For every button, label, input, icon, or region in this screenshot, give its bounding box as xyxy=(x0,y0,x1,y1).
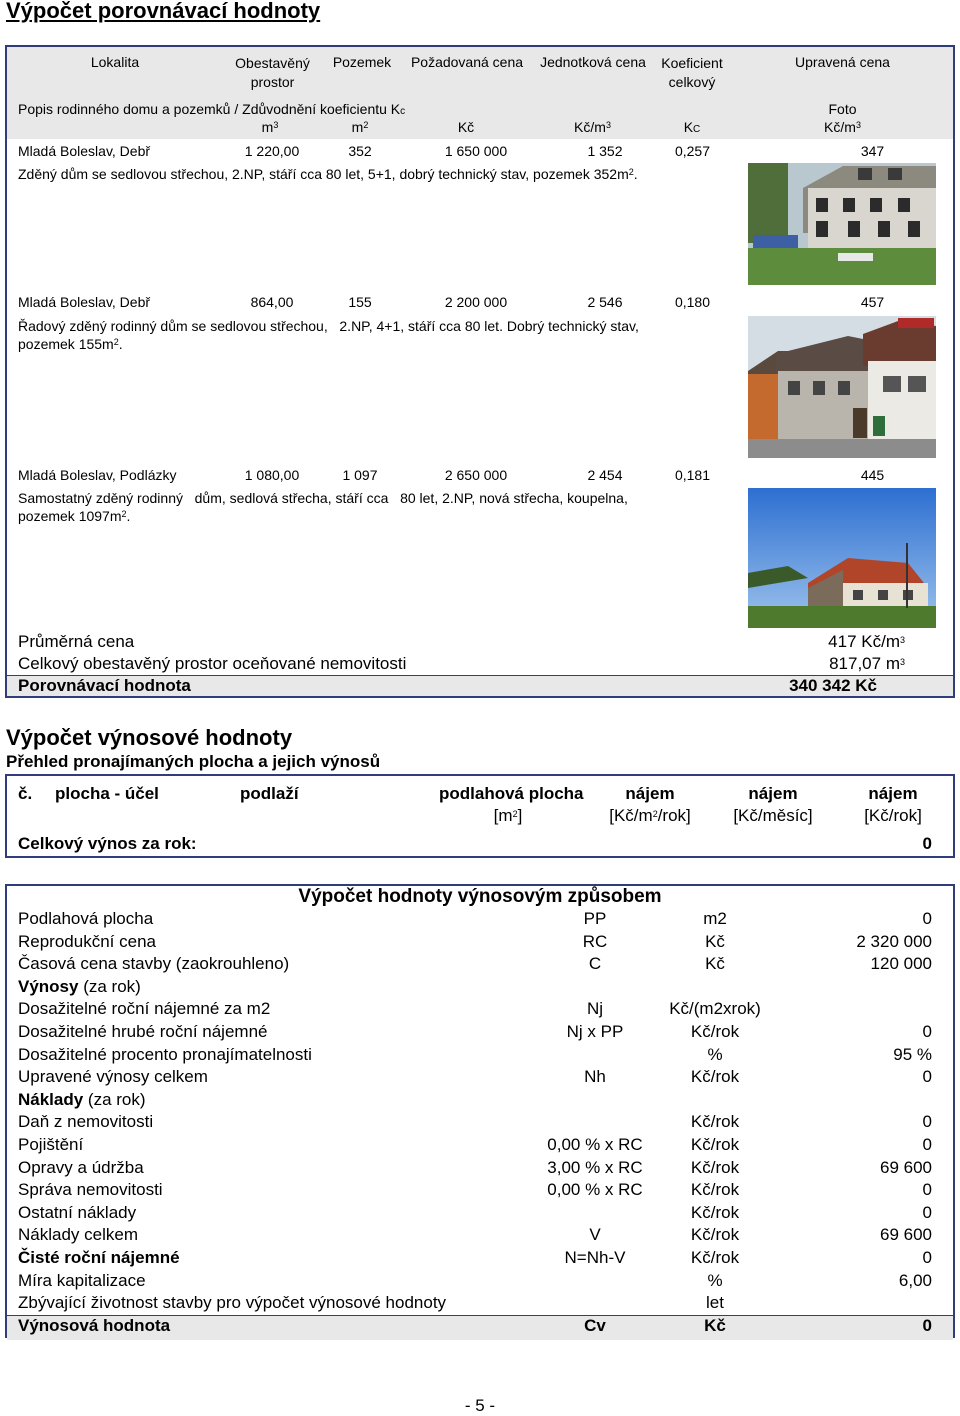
header-upravena: Upravená cena xyxy=(795,54,890,70)
row2-popis-line1: Řadový zděný rodinný dům se sedlovou střechou, 2.NP, 4+1, stáří cca 80 let. Dobrý technický stav, xyxy=(18,318,639,334)
calc-row-value: 0 xyxy=(922,1135,932,1154)
header-jednotkova: Jednotková cena xyxy=(540,54,646,70)
calc-row-value: 69 600 xyxy=(880,1225,932,1244)
row1-koeficient: 0,257 xyxy=(674,143,711,159)
header-koeficient: Koeficient celkový xyxy=(661,55,723,90)
calc-row-unit: Kč/rok xyxy=(690,1248,740,1267)
calc-row-unit: Kč/rok xyxy=(690,1203,740,1222)
income-total-value: 0 xyxy=(922,834,932,853)
income-header-najem2-unit: [Kč/měsíc] xyxy=(733,806,813,825)
calc-title: Výpočet hodnoty výnosovým způsobem xyxy=(298,886,662,907)
summary-prumerna-value: 417 $Kč/m^3$ xyxy=(828,632,905,651)
calc-row-value: 95 % xyxy=(893,1045,932,1064)
calc-row-unit: Kč/rok xyxy=(690,1225,740,1244)
calc-row-formula: Cv xyxy=(584,1316,606,1335)
unit-kc: Kč xyxy=(457,119,475,135)
calc-row-unit: Kč/rok xyxy=(690,1180,740,1199)
summary-prumerna-label: Průměrná cena xyxy=(18,632,135,651)
calc-row-formula: Nj x PP xyxy=(566,1022,624,1041)
row1-upravena: 347 xyxy=(860,143,885,159)
calc-row-value: 0 xyxy=(922,1180,932,1199)
row2-koeficient: 0,180 xyxy=(674,294,711,310)
row1-cena: 1 650 000 xyxy=(444,143,508,159)
row2-popis-line2: pozemek $155m^2$. xyxy=(18,336,123,352)
row2-jednotkova: 2 546 xyxy=(587,294,623,310)
row3-koeficient: 0,181 xyxy=(674,467,711,483)
calc-row-formula: 3,00 % x RC xyxy=(547,1158,643,1177)
header-popis: Popis rodinného domu a pozemků / Zdůvodnění koeficientu Kc xyxy=(18,101,406,117)
calc-row-label: Míra kapitalizace xyxy=(18,1271,146,1290)
calc-row-unit: m2 xyxy=(703,909,727,928)
summary-porovnavaci-value: 340 342 Kč xyxy=(789,676,877,695)
row1-jednotkova: 1 352 xyxy=(587,143,623,159)
calc-row-formula: 0,00 % x RC xyxy=(547,1135,643,1154)
summary-porovnavaci-label: Porovnávací hodnota xyxy=(18,676,191,695)
row1-popis: Zděný dům se sedlovou střechou, 2.NP, stáří cca 80 let, 5+1, dobrý technický stav, pozemek $352m^2$. xyxy=(18,166,638,182)
calc-row-formula: RC xyxy=(582,932,608,951)
income-header-najem1: nájem xyxy=(625,784,675,803)
calc-row-value: 0 xyxy=(922,1112,932,1131)
row3-cena: 2 650 000 xyxy=(444,467,508,483)
row3-jednotkova: 2 454 xyxy=(587,467,623,483)
income-header-c: č. xyxy=(18,784,33,803)
income-total-label: Celkový výnos za rok: xyxy=(18,834,197,853)
calc-row-label: Pojištění xyxy=(18,1135,84,1154)
calc-row-formula: V xyxy=(589,1225,601,1244)
summary-obestaveny-label: Celkový obestavěný prostor oceňované nemovitosti xyxy=(18,654,407,673)
calc-row-formula: N=Nh-V xyxy=(564,1248,626,1267)
calc-row-value: 0 xyxy=(922,909,932,928)
calc-row-label: Čisté roční nájemné xyxy=(18,1248,180,1267)
calc-row-value: 6,00 xyxy=(898,1271,932,1290)
row2-obestaveny: 864,00 xyxy=(250,294,294,310)
summary-obestaveny-value: 817,07 $m^3$ xyxy=(829,654,905,673)
calc-row-label: Upravené výnosy celkem xyxy=(18,1067,208,1086)
income-header-podlahova-unit: $[m^2]$ xyxy=(493,806,523,825)
calc-row-formula: Nj xyxy=(586,999,604,1018)
calc-row-unit: Kč/rok xyxy=(690,1135,740,1154)
calc-row-unit: Kč xyxy=(705,932,725,951)
calc-row-formula: 0,00 % x RC xyxy=(547,1180,643,1199)
calc-row-value: 0 xyxy=(922,1203,932,1222)
property-photo-2 xyxy=(748,316,936,458)
row2-cena: 2 200 000 xyxy=(444,294,508,310)
calc-row-unit: % xyxy=(707,1045,723,1064)
calc-row-label: Podlahová plocha xyxy=(18,909,154,928)
calc-row-label: Zbývající životnost stavby pro výpočet výnosové hodnoty xyxy=(18,1293,447,1312)
calc-table xyxy=(5,884,955,1338)
calc-row-label: Reprodukční cena xyxy=(18,932,156,951)
page-number: - 5 - xyxy=(464,1396,496,1415)
income-header-podlazi: podlaží xyxy=(240,784,299,803)
row1-lokalita: Mladá Boleslav, Debř xyxy=(18,143,151,159)
calc-row-label: Dosažitelné procento pronajímatelnosti xyxy=(18,1045,312,1064)
calc-row-unit: Kč/rok xyxy=(690,1158,740,1177)
calc-row-value: 0 xyxy=(922,1022,932,1041)
calc-row-formula: Nh xyxy=(584,1067,606,1086)
unit-m3: $m^3$ xyxy=(261,119,279,135)
calc-row-unit: let xyxy=(706,1293,724,1312)
row2-pozemek: 155 xyxy=(348,294,372,310)
calc-row-value: 120 000 xyxy=(870,954,932,973)
calc-row-value: 69 600 xyxy=(880,1158,932,1177)
income-header-plocha: plocha - účel xyxy=(55,784,159,803)
income-header-najem1-unit: $[Kč/m^2/rok]$ xyxy=(609,806,691,825)
calc-row-label: Správa nemovitosti xyxy=(18,1180,163,1199)
unit-kcm3: $Kč/m^3$ xyxy=(574,119,611,135)
row3-popis-line2: pozemek $1097m^2$. xyxy=(18,508,131,524)
page-title: Výpočet porovnávací hodnoty xyxy=(6,0,321,23)
calc-row-label: Opravy a údržba xyxy=(18,1158,144,1177)
calc-row-formula: PP xyxy=(583,909,607,928)
calc-row-unit: % xyxy=(707,1271,723,1290)
row3-obestaveny: 1 080,00 xyxy=(244,467,300,483)
row2-upravena: 457 xyxy=(860,294,885,310)
property-photo-1 xyxy=(748,163,936,285)
calc-row-label: Dosažitelné hrubé roční nájemné xyxy=(18,1022,268,1041)
calc-row-label: Dosažitelné roční nájemné za m2 xyxy=(18,999,271,1018)
row3-popis-line1: Samostatný zděný rodinný dům, sedlová střecha, stáří cca 80 let, 2.NP, nová střecha, koupelna, xyxy=(18,490,628,506)
income-header-najem2: nájem xyxy=(748,784,798,803)
row1-obestaveny: 1 220,00 xyxy=(244,143,300,159)
calc-row-value: 2 320 000 xyxy=(856,932,932,951)
calc-row-unit: Kč/(m2xrok) xyxy=(669,999,761,1018)
calc-row-label: Výnosy (za rok) xyxy=(18,977,141,996)
calc-row-label: Ostatní náklady xyxy=(18,1203,137,1222)
row2-lokalita: Mladá Boleslav, Debř xyxy=(18,294,151,310)
row3-pozemek: 1 097 xyxy=(342,467,378,483)
unit-kcm3-b: $Kč/m^3$ xyxy=(824,119,861,135)
income-header-podlahova: podlahová plocha xyxy=(439,784,584,803)
income-subtitle: Přehled pronajímaných plocha a jejich výnosů xyxy=(6,752,381,771)
header-foto: Foto xyxy=(828,101,857,117)
calc-row-formula: C xyxy=(588,954,602,973)
calc-row-label: Náklady celkem xyxy=(18,1225,138,1244)
calc-row-label: Náklady (za rok) xyxy=(18,1090,146,1109)
calc-row-label: Daň z nemovitosti xyxy=(18,1112,154,1131)
calc-row-unit: Kč xyxy=(704,1316,726,1335)
header-pozemek: Pozemek xyxy=(332,54,392,70)
calc-row-label: Časová cena stavby (zaokrouhleno) xyxy=(18,954,290,973)
row1-pozemek: 352 xyxy=(348,143,372,159)
row3-upravena: 445 xyxy=(860,467,885,483)
calc-row-unit: Kč xyxy=(705,954,725,973)
income-title: Výpočet výnosové hodnoty xyxy=(6,725,293,750)
property-photo-3 xyxy=(748,488,936,628)
calc-row-label: Výnosová hodnota xyxy=(18,1316,171,1335)
unit-m2: $m^2$ xyxy=(351,119,369,135)
header-pozadovana: Požadovaná cena xyxy=(410,54,524,70)
calc-row-value: 0 xyxy=(922,1067,932,1086)
calc-row-unit: Kč/rok xyxy=(690,1112,740,1131)
calc-row-value: 0 xyxy=(922,1316,932,1335)
calc-row-unit: Kč/rok xyxy=(690,1022,740,1041)
calc-row-value: 0 xyxy=(922,1248,932,1267)
row3-lokalita: Mladá Boleslav, Podlázky xyxy=(18,467,177,483)
calc-row-unit: Kč/rok xyxy=(690,1067,740,1086)
header-lokalita: Lokalita xyxy=(90,54,140,70)
header-obestaveny: Obestavěný prostor xyxy=(235,55,310,90)
unit-kc-coef: KC xyxy=(683,119,701,135)
income-header-najem3: nájem xyxy=(868,784,918,803)
income-header-najem3-unit: [Kč/rok] xyxy=(864,806,922,825)
